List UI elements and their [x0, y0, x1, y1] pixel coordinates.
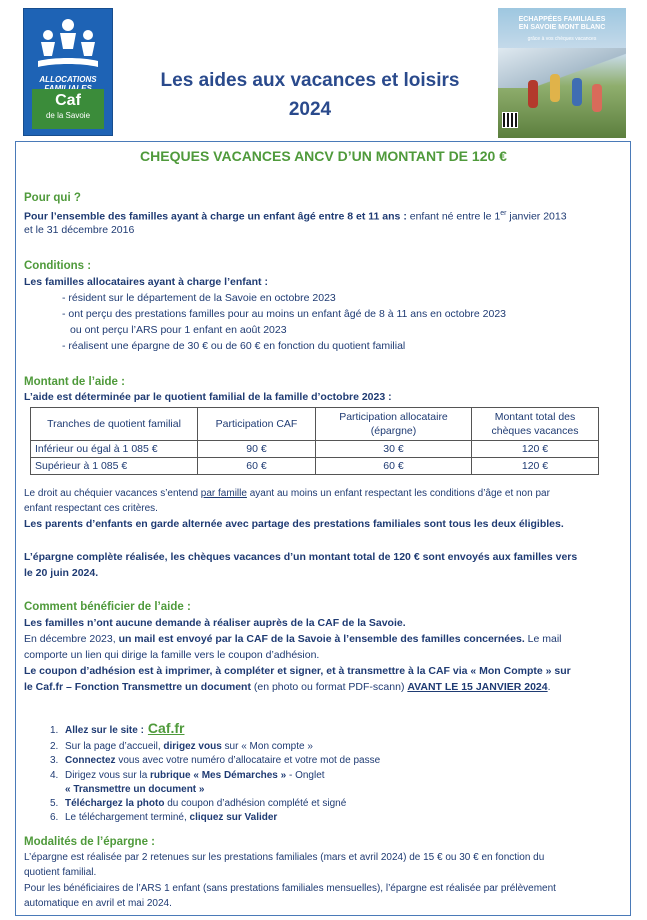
condition-item: - résident sur le département de la Savoie en octobre 2023 [62, 292, 336, 304]
table-cell: 90 € [198, 441, 316, 458]
montant-intro: L’aide est déterminée par le quotient familial de la famille d’octobre 2023 : [24, 391, 392, 403]
logo-line1: ALLOCATIONS [39, 75, 97, 84]
poster-qr-code [502, 112, 518, 128]
comment-line3: comporte un lien qui dirige la famille vers le coupon d’adhésion. [24, 649, 320, 661]
step-text: Dirigez vous sur la [65, 769, 151, 781]
montant-title: Montant de l’aide : [24, 376, 125, 388]
table-header-line: Participation allocataire [339, 411, 448, 423]
step-number: 5. [50, 798, 59, 810]
pour-qui-sup: er [500, 210, 507, 217]
step-text-bold: cliquez sur Valider [189, 812, 278, 824]
table-header: Tranches de quotient familial [31, 408, 198, 441]
quotient-table [30, 407, 599, 475]
poster-title [502, 16, 622, 32]
step-number: 6. [50, 812, 59, 824]
step-item [50, 721, 380, 738]
table-header-line: (épargne) [370, 425, 417, 437]
table-header-line: Montant total des [494, 411, 576, 423]
steps-list [50, 721, 380, 825]
montant-paragraph-1 [24, 486, 550, 502]
step-item-continued [50, 783, 380, 797]
step-text: sur « Mon compte » [221, 741, 313, 753]
comment-l2-bold: un mail est envoyé par la CAF de la Savoie à l’ensemble des familles concernées. [118, 633, 525, 645]
epargne-line2: quotient familial. [24, 867, 97, 878]
title-line1: Les aides aux vacances et loisirs [160, 70, 460, 91]
comment-l5-end: . [547, 681, 551, 693]
pour-qui-line2: et le 31 décembre 2016 [24, 224, 135, 236]
table-cell: Supérieur à 1 085 € [31, 458, 198, 475]
poster-mountain [498, 48, 626, 88]
p1-text-a: Le droit au chéquier vacances s’entend [24, 488, 201, 499]
table-row [31, 441, 599, 458]
step-text-bold: Connectez [65, 755, 116, 767]
pour-qui-text-b: janvier 2013 [506, 210, 567, 223]
poster-subtitle: grâce à vos chèques vacances [527, 36, 597, 42]
montant-paragraph-1b: enfant respectant ces critères. [24, 503, 158, 514]
table-header [472, 408, 599, 441]
logo-region: de la Savoie [45, 111, 91, 120]
comment-line1: Les familles n’ont aucune demande à réaliser auprès de la CAF de la Savoie. [24, 617, 406, 629]
table-cell: 30 € [316, 441, 472, 458]
step-text: Allez sur le site : [65, 725, 144, 736]
step-number: 4. [50, 769, 59, 781]
comment-l5-text: (en photo ou format PDF-scann) [250, 681, 408, 693]
comment-line4: Le coupon d’adhésion est à imprimer, à compléter et signer, et à transmettre à la CAF via « Mon Compte » sur [24, 665, 571, 677]
step-item [50, 797, 380, 811]
step-text: du coupon d’adhésion complété et signé [164, 798, 347, 810]
table-cell: 60 € [316, 458, 472, 475]
page-title [120, 66, 500, 124]
step-text: - Onglet [286, 769, 325, 781]
table-row [31, 458, 599, 475]
step-text: vous avec votre numéro d’allocataire et votre mot de passe [115, 755, 381, 767]
montant-paragraph-3: L’épargne complète réalisée, les chèques vacances d’un montant total de 120 € sont envoyés aux familles vers [24, 551, 578, 563]
step-item [50, 769, 380, 783]
condition-item: ou ont perçu l’ARS pour 1 enfant en août 2023 [70, 324, 287, 336]
step-text-bold: rubrique « Mes Démarches » [150, 769, 287, 781]
step-item [50, 740, 380, 754]
comment-line5 [24, 679, 551, 695]
montant-paragraph-2: Les parents d’enfants en garde alternée avec partage des prestations familiales sont tous les deux éligibles. [24, 518, 564, 530]
comment-title: Comment bénéficier de l’aide : [24, 601, 191, 613]
epargne-line3: Pour les bénéficiaires de l’ARS 1 enfant (sans prestations familiales mensuelles), l’épargne est réalisée par prélèvement [24, 883, 556, 894]
promo-poster-image [498, 8, 626, 138]
step-item [50, 754, 380, 768]
title-line2: 2024 [288, 99, 332, 120]
pour-qui-title: Pour qui ? [24, 192, 81, 204]
epargne-line1: L’épargne est réalisée par 2 retenues sur les prestations familiales (mars et avril 2024) de 15 € ou 30 € en fonction du [24, 852, 545, 863]
condition-item: - réalisent une épargne de 30 € ou de 60 € en fonction du quotient familial [62, 340, 406, 352]
conditions-intro: Les familles allocataires ayant à charge l’enfant : [24, 276, 268, 288]
step-text-bold: « Transmettre un document » [65, 783, 205, 795]
pour-qui-bold: Pour l’ensemble des familles ayant à charge un enfant âgé entre 8 et 11 ans : [24, 210, 407, 223]
poster-line2: EN SAVOIE MONT BLANC [518, 24, 606, 31]
table-cell: 60 € [198, 458, 316, 475]
step-number: 1. [50, 725, 59, 736]
step-text-bold: dirigez vous [163, 741, 222, 753]
comment-l2-a: En décembre 2023, [24, 633, 119, 645]
step-text-bold: Téléchargez la photo [65, 798, 165, 810]
pour-qui-text-a: enfant né entre le 1 [406, 210, 501, 223]
logo-brand: Caf [55, 92, 81, 109]
poster-person [592, 84, 602, 112]
table-cell: 120 € [472, 441, 599, 458]
step-text: Le téléchargement terminé, [65, 812, 190, 824]
deadline-text: AVANT LE 15 JANVIER 2024 [407, 681, 548, 693]
poster-person [550, 74, 560, 102]
table-cell: Inférieur ou égal à 1 085 € [31, 441, 198, 458]
family-figures-icon [34, 17, 102, 71]
p1-text-b: ayant au moins un enfant respectant les conditions d’âge et non par [246, 488, 550, 499]
step-number: 3. [50, 755, 59, 767]
section-heading: CHEQUES VACANCES ANCV D’UN MONTANT DE 120 € [140, 148, 507, 164]
comment-l2-c: Le mail [524, 633, 562, 645]
montant-paragraph-3b: le 20 juin 2024. [24, 567, 99, 579]
logo-brand-box [32, 89, 104, 129]
table-header [316, 408, 472, 441]
poster-person [528, 80, 538, 108]
p1-underlined: par famille [200, 488, 247, 499]
epargne-line4: automatique en avril et mai 2024. [24, 898, 172, 909]
conditions-title: Conditions : [24, 260, 92, 272]
comment-l5-bold: le Caf.fr – Fonction Transmettre un document [24, 681, 251, 693]
caf-logo [23, 8, 113, 136]
step-text: Sur la page d’accueil, [65, 741, 164, 753]
table-header: Participation CAF [198, 408, 316, 441]
epargne-title: Modalités de l’épargne : [24, 836, 155, 848]
poster-line1: ECHAPPÉES FAMILIALES [518, 16, 606, 23]
table-cell: 120 € [472, 458, 599, 475]
step-number: 2. [50, 741, 59, 753]
caf-fr-link[interactable]: Caf.fr [147, 720, 185, 736]
step-item [50, 811, 380, 825]
table-header-line: chèques vacances [491, 425, 579, 437]
poster-person [572, 78, 582, 106]
table-header-row [31, 408, 599, 441]
condition-item: - ont perçu des prestations familles pour au moins un enfant âgé de 8 à 11 ans en octobre 2023 [62, 308, 507, 320]
comment-line2 [24, 631, 562, 647]
